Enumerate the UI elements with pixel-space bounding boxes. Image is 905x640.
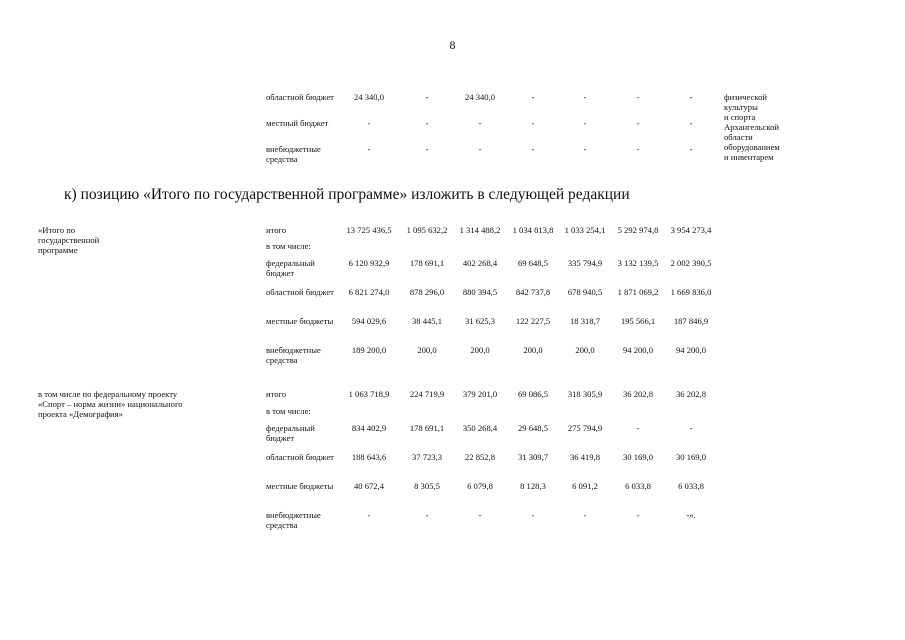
section-description: «Итого по государственной программе (38, 225, 100, 255)
table-cell: - (689, 118, 693, 128)
row-label: федеральный бюджет (266, 258, 315, 278)
table-cell: 40 672,4 (353, 481, 385, 491)
table-cell: 6 033,8 (625, 481, 651, 491)
row-label: областной бюджет (266, 92, 334, 102)
table-cell: 30 169,0 (675, 452, 707, 462)
table-cell: 842 737,8 (515, 287, 551, 297)
row-label: внебюджетные средства (266, 510, 321, 530)
row-label: в том числе: (266, 406, 311, 416)
table-cell: - (689, 423, 693, 433)
table-cell: 6 091,2 (572, 481, 598, 491)
row-label: областной бюджет (266, 452, 334, 462)
table-cell: 6 120 932,9 (348, 258, 390, 268)
table-cell: 195 566,1 (620, 316, 656, 326)
note-text: физической культуры и спорта Архангельской области оборудованием и инвентарем (724, 92, 780, 162)
table-cell: 1 669 836,0 (670, 287, 712, 297)
table-cell: 335 794,9 (567, 258, 603, 268)
table-cell: - (636, 118, 640, 128)
row-label: итого (266, 225, 287, 235)
page-number: 8 (449, 38, 456, 52)
table-cell: - (367, 144, 371, 154)
table-cell: - (478, 144, 482, 154)
table-cell: - (367, 118, 371, 128)
row-label: местные бюджеты (266, 481, 334, 491)
table-cell: - (531, 92, 535, 102)
row-label: в том числе: (266, 241, 311, 251)
table-cell: - (425, 92, 429, 102)
table-cell: 1 871 069,2 (617, 287, 659, 297)
table-cell: 1 095 632,2 (406, 225, 448, 235)
table-cell: - (689, 92, 693, 102)
table-cell: - (583, 92, 587, 102)
table-cell: 37 723,3 (411, 452, 443, 462)
table-cell: 13 725 436,5 (346, 225, 392, 235)
table-cell: 189 200,0 (351, 345, 387, 355)
table-cell: - (478, 510, 482, 520)
row-label: итого (266, 389, 287, 399)
table-cell: 5 292 974,8 (617, 225, 659, 235)
table-cell: - (531, 118, 535, 128)
table-cell: 1 033 254,1 (564, 225, 606, 235)
row-label: федеральный бюджет (266, 423, 315, 443)
table-cell: 178 691,1 (409, 258, 445, 268)
row-label: внебюджетные средства (266, 144, 321, 164)
row-label: местный бюджет (266, 118, 329, 128)
table-cell: 36 419,8 (569, 452, 601, 462)
table-cell: 6 079,8 (467, 481, 493, 491)
table-cell: 1 063 718,9 (348, 389, 390, 399)
section-description: в том числе по федеральному проекту «Спорт – норма жизни» национального проекта «Демография» (38, 389, 183, 419)
table-cell: 200,0 (417, 345, 437, 355)
row-label: областной бюджет (266, 287, 334, 297)
amendment-heading: к) позицию «Итого по государственной программе» изложить в следующей редакции (64, 186, 630, 203)
table-cell: 880 394,5 (462, 287, 498, 297)
table-cell: 36 202,8 (622, 389, 654, 399)
table-cell: 122 227,5 (515, 316, 551, 326)
table-cell: 678 940,5 (567, 287, 603, 297)
table-cell: - (636, 92, 640, 102)
table-cell: 594 029,6 (351, 316, 387, 326)
table-cell: 24 340,0 (464, 92, 496, 102)
table-cell: 29 648,5 (517, 423, 549, 433)
table-cell: -». (686, 510, 696, 520)
table-cell: 31 309,7 (517, 452, 549, 462)
table-cell: 188 643,6 (351, 452, 387, 462)
table-cell: - (367, 510, 371, 520)
table-cell: - (583, 144, 587, 154)
row-label: местные бюджеты (266, 316, 334, 326)
table-cell: 200,0 (523, 345, 543, 355)
row-label: внебюджетные средства (266, 345, 321, 365)
table-cell: 350 268,4 (462, 423, 498, 433)
table-cell: - (531, 510, 535, 520)
table-cell: 31 625,3 (464, 316, 496, 326)
table-cell: - (425, 510, 429, 520)
table-cell: 275 794,9 (567, 423, 603, 433)
table-cell: - (636, 144, 640, 154)
table-cell: 2 002 390,5 (670, 258, 712, 268)
table-cell: 6 821 274,0 (348, 287, 390, 297)
table-cell: - (583, 118, 587, 128)
table-cell: - (583, 510, 587, 520)
table-cell: 318 305,9 (567, 389, 603, 399)
table-cell: - (425, 118, 429, 128)
table-cell: 6 033,8 (678, 481, 704, 491)
table-cell: - (689, 144, 693, 154)
table-cell: 200,0 (575, 345, 595, 355)
table-cell: 36 202,8 (675, 389, 707, 399)
table-cell: 1 034 813,8 (512, 225, 554, 235)
table-cell: 24 340,0 (353, 92, 385, 102)
table-cell: 379 201,0 (462, 389, 498, 399)
table-cell: 224 719,9 (409, 389, 445, 399)
table-cell: 18 318,7 (569, 316, 601, 326)
table-cell: - (478, 118, 482, 128)
table-cell: 22 852,8 (464, 452, 496, 462)
table-cell: 8 305,5 (414, 481, 440, 491)
table-cell: 38 445,1 (411, 316, 443, 326)
table-cell: 187 846,9 (673, 316, 709, 326)
table-cell: 878 296,0 (409, 287, 445, 297)
table-cell: 69 648,5 (517, 258, 549, 268)
table-cell: 8 128,3 (520, 481, 546, 491)
table-cell: - (636, 423, 640, 433)
table-cell: 69 086,5 (517, 389, 549, 399)
table-cell: - (425, 144, 429, 154)
table-cell: 200,0 (470, 345, 490, 355)
table-cell: 94 200,0 (622, 345, 654, 355)
table-cell: 3 954 273,4 (670, 225, 712, 235)
table-cell: 94 200,0 (675, 345, 707, 355)
table-cell: 3 132 139,5 (617, 258, 659, 268)
table-cell: - (531, 144, 535, 154)
table-cell: 30 169,0 (622, 452, 654, 462)
table-cell: 178 691,1 (409, 423, 445, 433)
table-cell: - (636, 510, 640, 520)
table-cell: 402 268,4 (462, 258, 498, 268)
table-cell: 1 314 488,2 (459, 225, 501, 235)
table-cell: 834 402,9 (351, 423, 387, 433)
